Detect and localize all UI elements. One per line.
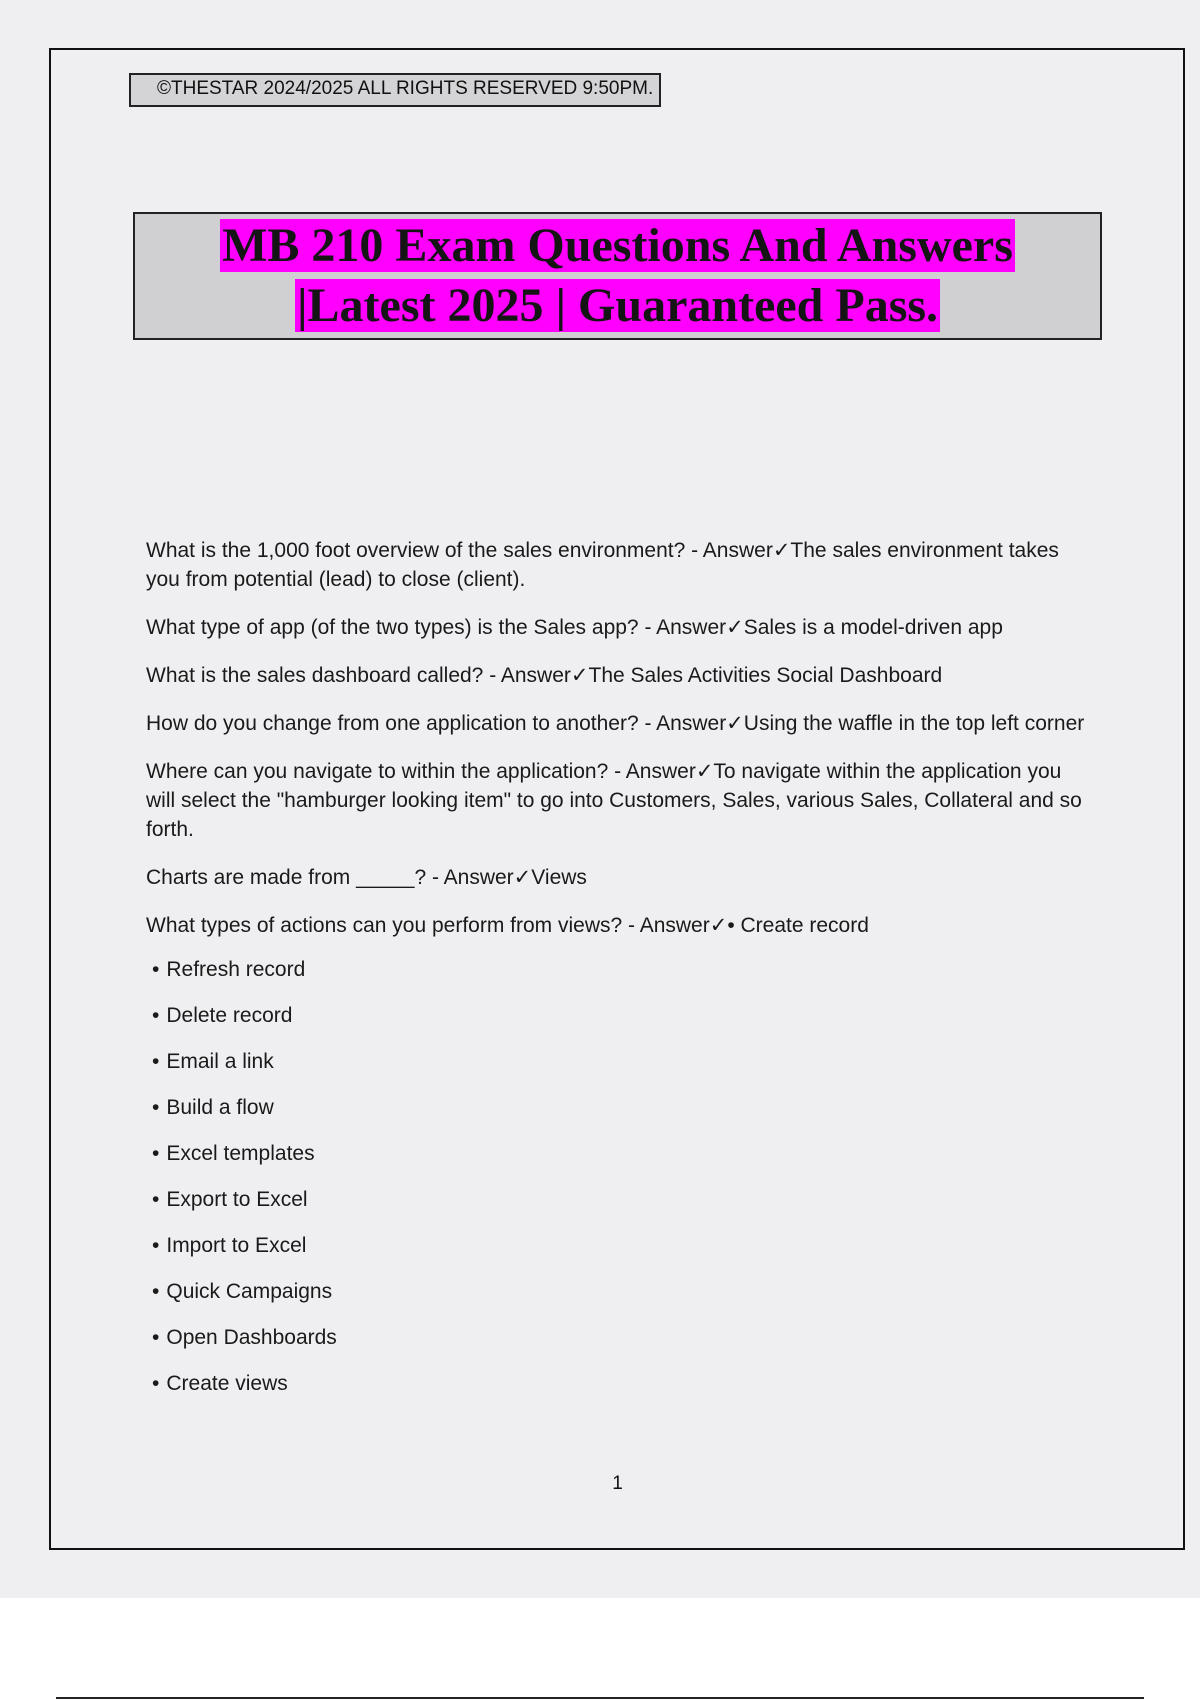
qa-item: What types of actions can you perform from views? - Answer✓• Create record [146, 914, 869, 937]
bullet-item: • Export to Excel [152, 1185, 1096, 1214]
bottom-divider [56, 1697, 1144, 1699]
qa-item: What is the 1,000 foot overview of the sales environment? - Answer✓The sales environment takes you from potential (lead) to close (client). [146, 539, 1059, 591]
bullet-item: • Import to Excel [152, 1231, 1096, 1260]
bullet-item: • Email a link [152, 1047, 1096, 1076]
qa-item: Where can you navigate to within the application? - Answer✓To navigate within the application you will select the "hamburger looking item" to go into Customers, Sales, various Sales, Collateral and so forth. [146, 760, 1082, 841]
qa-list [146, 536, 1096, 1415]
bullet-item: • Refresh record [152, 955, 1096, 984]
bullet-item: • Quick Campaigns [152, 1277, 1096, 1306]
bullet-item: • Excel templates [152, 1139, 1096, 1168]
copyright-notice [129, 73, 661, 107]
bullet-item: • Create views [152, 1369, 1096, 1398]
page-number: 1 [612, 1473, 623, 1494]
document-title [133, 212, 1102, 340]
title-line-2: |Latest 2025 | Guaranteed Pass. [296, 279, 939, 332]
qa-item: Charts are made from _____? - Answer✓Views [146, 866, 587, 889]
qa-item: How do you change from one application to another? - Answer✓Using the waffle in the top left corner [146, 712, 1085, 735]
qa-item: What is the sales dashboard called? - Answer✓The Sales Activities Social Dashboard [146, 664, 943, 687]
bullet-item: • Open Dashboards [152, 1323, 1096, 1352]
qa-item: What type of app (of the two types) is the Sales app? - Answer✓Sales is a model-driven app [146, 616, 1003, 639]
bullet-item: • Build a flow [152, 1093, 1096, 1122]
copyright-text: ©THESTAR 2024/2025 ALL RIGHTS RESERVED 9:50PM. [157, 78, 654, 99]
actions-bullet-list [146, 955, 1096, 1398]
bullet-item: • Delete record [152, 1001, 1096, 1030]
title-line-1: MB 210 Exam Questions And Answers [222, 219, 1013, 272]
